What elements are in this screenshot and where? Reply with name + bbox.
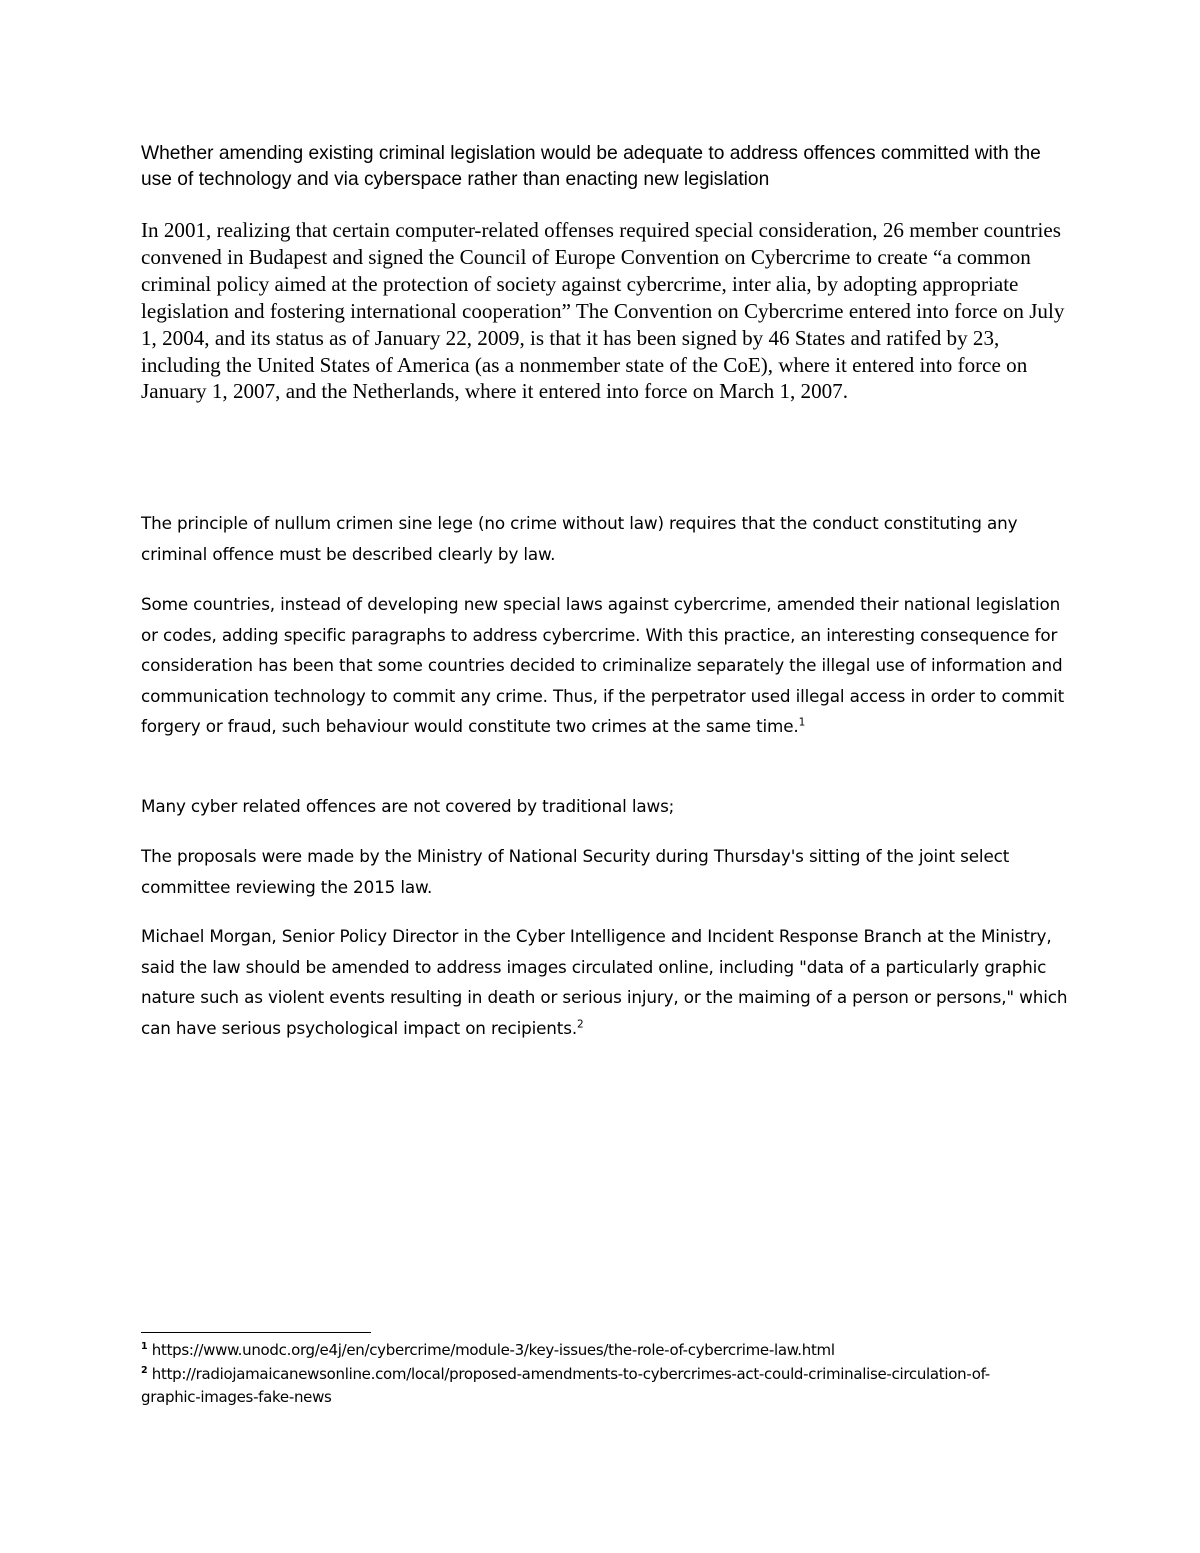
- footnote-1-mark: 1: [141, 1341, 148, 1352]
- paragraph-convention: In 2001, realizing that certain computer-related offenses required special consideration, 26 member countries convened in Budapest and signed the Council of Europe Convention on Cybercrime to create “a common criminal policy aimed at the protection of society against cybercrime, inter alia, by adopting appropriate legislation and fostering international cooperation” The Convention on Cybercrime entered into force on July 1, 2004, and its status as of January 22, 2009, is that it has been signed by 46 States and ratifed by 23, including the United States of America (as a nonmember state of the CoE), where it entered into force on January 1, 2007, and the Netherlands, where it entered into force on March 1, 2007.: [141, 218, 1065, 404]
- paragraph-some-countries-text: Some countries, instead of developing new special laws against cybercrime, amended their national legislation or codes, adding specific paragraphs to address cybercrime. With this practice, an interesting consequence for consideration has been that some countries decided to criminalize separately the illegal use of information and communication technology to commit any crime. Thus, if the perpetrator used illegal access in order to commit forgery or fraud, such behaviour would constitute two crimes at the same time.: [141, 594, 1065, 736]
- paragraph-many-offences: Many cyber related offences are not covered by traditional laws;: [141, 796, 675, 816]
- footnotes: [141, 1339, 1041, 1410]
- paragraph-michael-morgan-text: Michael Morgan, Senior Policy Director in the Cyber Intelligence and Incident Response Branch at the Ministry, said the law should be amended to address images circulated online, including "data of a particularly graphic nature such as violent events resulting in death or serious injury, or the maiming of a person or persons," which can have serious psychological impact on recipients.: [141, 926, 1068, 1038]
- footnote-2: [141, 1363, 1041, 1410]
- paragraph-proposals: The proposals were made by the Ministry of National Security during Thursday's sitting of the joint select committee reviewing the 2015 law.: [141, 846, 1010, 897]
- footnote-reference-2[interactable]: 2: [577, 1017, 584, 1030]
- paragraph-michael-morgan: [141, 921, 1071, 1043]
- footnote-1-link[interactable]: https://www.unodc.org/e4j/en/cybercrime/module-3/key-issues/the-role-of-cybercrime-law.html: [151, 1341, 835, 1359]
- footnote-2-mark: 2: [141, 1364, 148, 1376]
- footnote-1: [141, 1339, 1041, 1363]
- footnote-2-link[interactable]: http://radiojamaicanewsonline.com/local/proposed-amendments-to-cybercrimes-act-could-criminalise-circulation-of-graphic-images-fake-news: [141, 1364, 990, 1406]
- paragraph-some-countries: [141, 589, 1071, 742]
- footnote-separator: [141, 1332, 371, 1333]
- paragraph-nullum-crimen: The principle of nullum crimen sine lege (no crime without law) requires that the conduct constituting any criminal offence must be described clearly by law.: [141, 513, 1018, 564]
- footnote-reference-1[interactable]: 1: [798, 716, 806, 729]
- document-heading: Whether amending existing criminal legislation would be adequate to address offences committed with the use of technology and via cyberspace rather than enacting new legislation: [141, 143, 1041, 190]
